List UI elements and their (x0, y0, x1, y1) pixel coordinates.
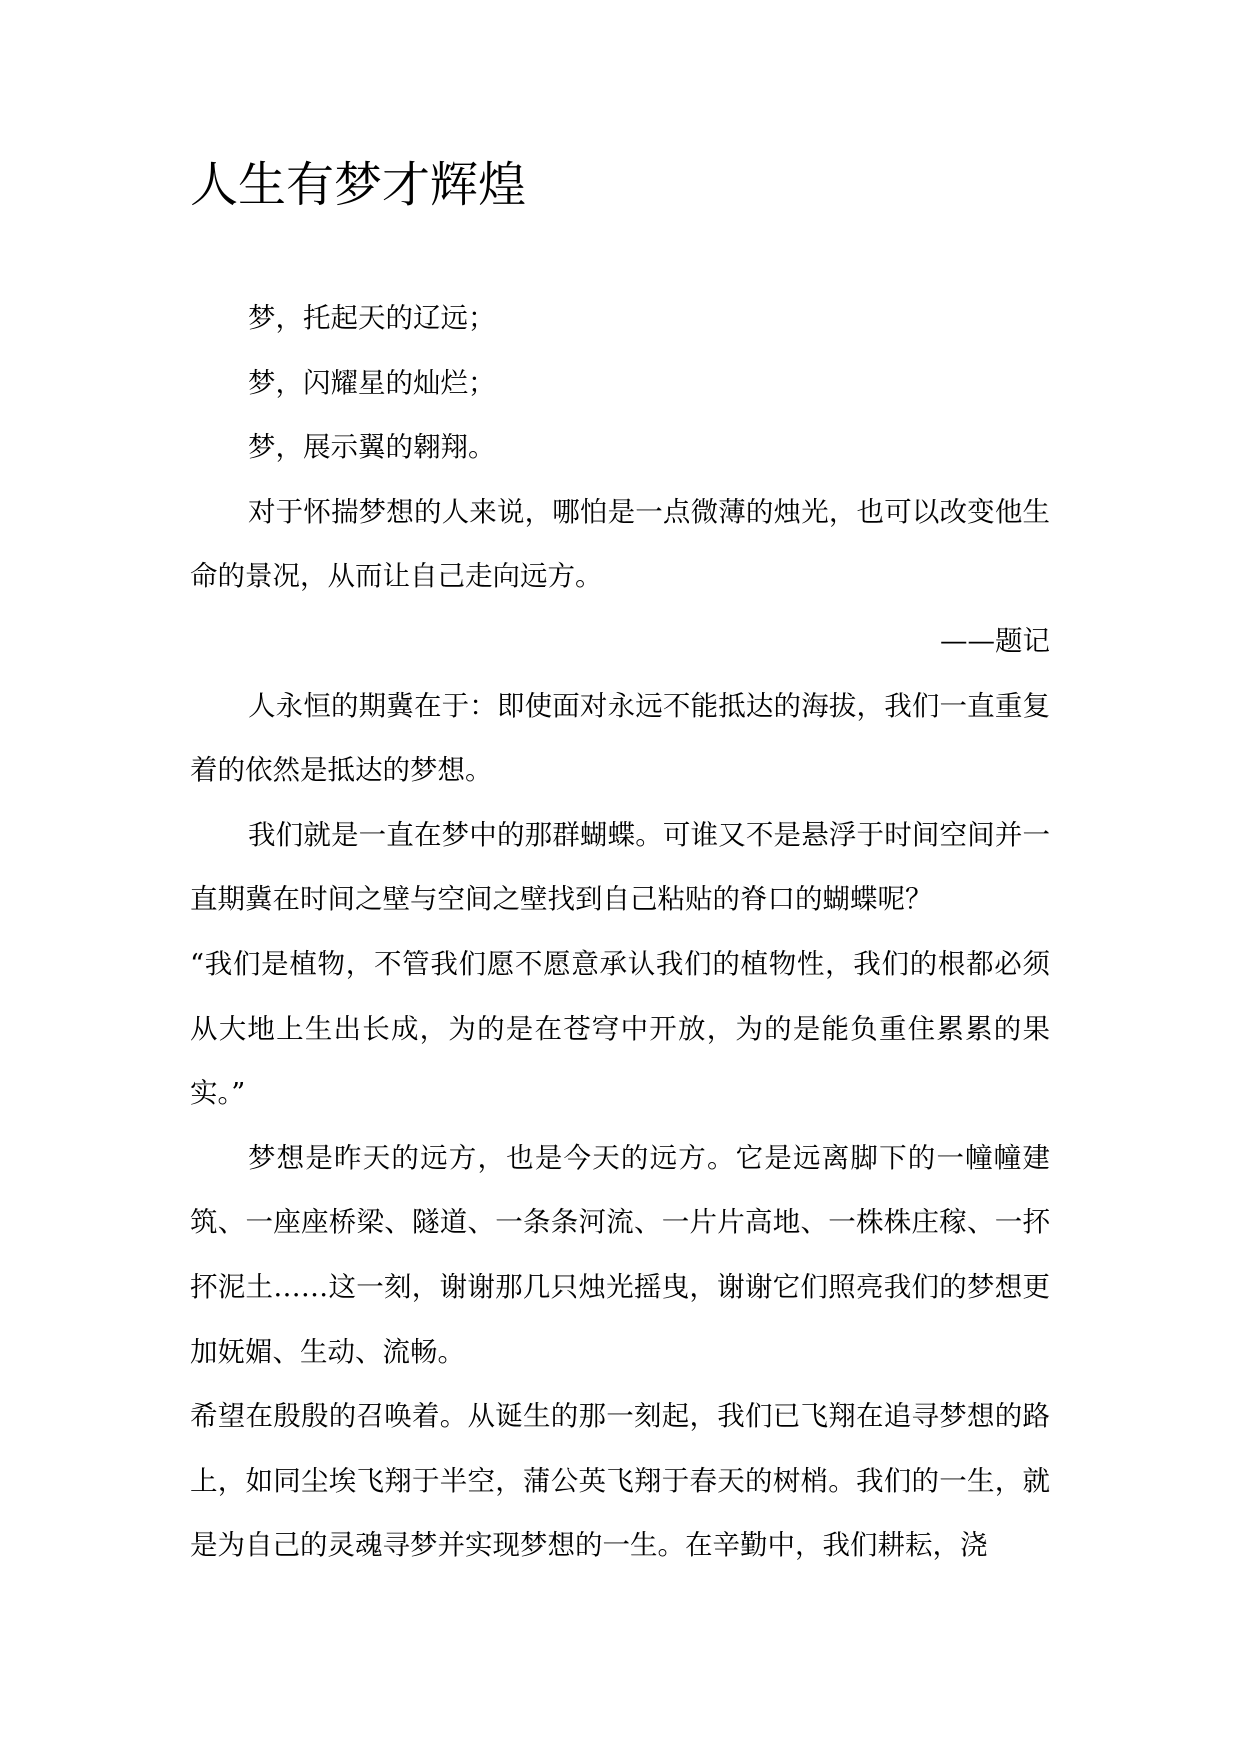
paragraph-3-quote: “我们是植物，不管我们愿不愿意承认我们的植物性，我们的根都必须从大地上生出长成，为的是在苍穹中开放，为的是能负重住累累的果实。” (190, 947, 1050, 1110)
paragraph-1: 人永恒的期冀在于：即使面对永远不能抵达的海拔，我们一直重复着的依然是抵达的梦想。 (190, 689, 1050, 787)
paragraph-2: 我们就是一直在梦中的那群蝴蝶。可谁又不是悬浮于时间空间并一直期冀在时间之壁与空间之壁找到自己粘贴的脊口的蝴蝶呢？ (190, 818, 1050, 916)
document-title: 人生有梦才辉煌 (190, 157, 527, 213)
document-page (190, 0, 1050, 1754)
paragraph-4: 梦想是昨天的远方，也是今天的远方。它是远离脚下的一幢幢建筑、一座座桥梁、隧道、一条条河流、一片片高地、一株株庄稼、一抔抔泥土……这一刻，谢谢那几只烛光摇曳，谢谢它们照亮我们的梦想更加妩媚、生动、流畅。 (190, 1141, 1050, 1368)
document-body (190, 286, 1050, 1578)
paragraph-5: 希望在殷殷的召唤着。从诞生的那一刻起，我们已飞翔在追寻梦想的路上，如同尘埃飞翔于半空，蒲公英飞翔于春天的树梢。我们的一生，就是为自己的灵魂寻梦并实现梦想的一生。在辛勤中，我们耕耘，浇 (190, 1400, 1050, 1562)
epigraph-line-1: 梦，托起天的辽远； (248, 302, 496, 334)
epigraph-line-3: 梦，展示翼的翱翔。 (248, 431, 496, 464)
epigraph-line-2: 梦，闪耀星的灿烂； (248, 366, 496, 399)
epigraph-paragraph: 对于怀揣梦想的人来说，哪怕是一点微薄的烛光，也可以改变他生命的景况，从而让自己走向远方。 (190, 495, 1050, 593)
epigraph-attribution: ——题记 (940, 624, 1050, 657)
